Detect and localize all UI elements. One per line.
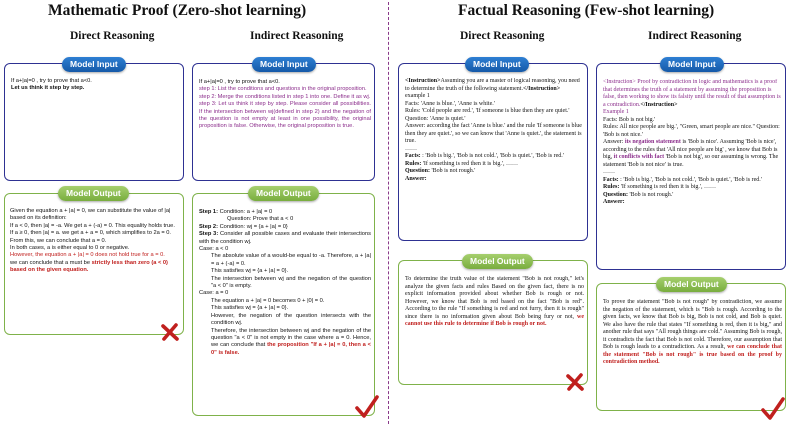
fact-direct-facts: Facts: 'Anne is blue.', 'Anne is white.': [405, 100, 495, 107]
fact-indirect-dots: ……: [603, 169, 615, 175]
math-case1-b: This satisfies wj = {a + |a| = 0}.: [211, 268, 289, 275]
fact-indirect-output-text: [603, 299, 782, 410]
fact-indirect-question2-label: Question:: [603, 191, 629, 198]
math-indirect-output-text: [199, 209, 371, 414]
math-indirect-title: Indirect Reasoning: [250, 30, 344, 42]
math-final: Therefore, the intersection between wj and the negation of the question "a < 0" is not empty in the case where a = 0. Hence, we can conclude that: [211, 327, 371, 349]
fact-indirect-answer-d: it conflicts with fact: [613, 154, 665, 160]
math-direct-output-l7: we can conclude that a must be: [10, 259, 92, 266]
math-section-title: Mathematic Proof (Zero-shot learning): [48, 2, 307, 19]
fact-indirect-output-red: we can conclude that the statement "Bob is not rough" is true based on the proof by contradiction method.: [603, 344, 782, 365]
math-case2: Case: a = 0: [199, 290, 229, 297]
fact-indirect-example: Example 1: [603, 109, 629, 115]
fact-direct-instr-text: Assuming you are a master of logical reasoning, you need to determine the truth of the following statement.: [405, 78, 580, 92]
fact-indirect-facts2-label: Facts:: [603, 176, 619, 183]
math-direct-output-label: Model Output: [58, 186, 129, 201]
math-direct-input-text: [11, 78, 179, 178]
math-direct-output-text: [10, 208, 180, 333]
fact-indirect-output-box: [596, 283, 786, 411]
wrong-cross-icon: [160, 322, 180, 342]
fact-indirect-rules2: 'If something is red then it is big.', ……: [619, 184, 716, 190]
math-direct-output-l5: In both cases, a is either equal to 0 or negative.: [10, 245, 130, 252]
fact-indirect-output-label: Model Output: [656, 277, 727, 292]
math-direct-input-box: [4, 63, 184, 181]
fact-direct-example: example 1: [405, 93, 430, 99]
fact-indirect-input-text: [603, 79, 782, 269]
fact-direct-output-text: [405, 276, 584, 384]
math-step2-head: Step 2:: [199, 223, 218, 230]
math-step1-head: Step 1:: [199, 209, 218, 215]
math-direct-input-label: Model Input: [62, 57, 126, 72]
math-case1-c: The intersection between wj and the negation of the question "a < 0" is empty.: [211, 275, 371, 290]
fact-direct-rules: Rules: 'Cold people are red.', 'If someone is blue then they are quiet.': [405, 108, 570, 114]
fact-indirect-instr-text: Proof by contradiction in logic and mathematics is a proof that determines the truth of a statement by assuming the proposition is false, then working to show its falsity until the result of that assumption is a contradiction.: [603, 79, 781, 108]
math-direct-output-l7-bold: strictly less than zero (a < 0) based on the given equation.: [10, 259, 168, 274]
fact-indirect-rules2-label: Rules:: [603, 184, 620, 190]
math-direct-input-line1: If a+|a|=0 , try to prove that a<0.: [11, 78, 92, 84]
math-step1-condition: Condition: a + |a| = 0: [219, 209, 273, 215]
fact-indirect-answer2-label: Answer:: [603, 199, 625, 205]
math-final-red: the proposition "If a + |a| = 0, then a < 0" is false.: [211, 342, 371, 356]
math-indirect-step1: step 1: List the conditions and questions in the original proposition.: [199, 86, 367, 93]
fact-indirect-output-body: To prove the statement "Bob is not rough" by contradiction, we assume the negation of the statement, which is "Bob is rough. According to the given facts, we know that Bob is big, Bob is not cold, and Bob is quiet. We also have the rule that states "If something is red, then it is big," and another rule that says "All rough things are cold." Assuming Bob is rough, it contradicts the fact that Bob is not cold. Therefore, our assumption that Bob is rough leads to a contradiction. As a result,: [603, 299, 782, 350]
math-direct-output-box: [4, 193, 184, 335]
fact-direct-output-body: To determine the truth value of the statement "Bob is not rough," let's analyze the given facts and rules Based on the given fact, there is no explicit information provided about whether Bob is rough or not. However, we know that Bob is red based on the fact "Bob is red". According to the rule "If something is red and not furry, then it is rough" since there is no information given about Bob being fury or not,: [405, 276, 584, 320]
fact-indirect-input-label: Model Input: [660, 57, 724, 72]
fact-direct-rules2: 'If something is red then it is big.', ……: [421, 160, 518, 167]
fact-indirect-input-box: [596, 63, 786, 270]
section-divider: [388, 2, 389, 424]
math-indirect-output-label: Model Output: [248, 186, 319, 201]
math-direct-title: Direct Reasoning: [70, 30, 155, 42]
correct-check-icon: [760, 396, 786, 422]
fact-direct-dots: ……: [405, 145, 417, 152]
math-indirect-input-label: Model Input: [252, 57, 316, 72]
fact-direct-question: Question: 'Anne is quiet.': [405, 115, 466, 122]
fact-direct-answer2-label: Answer:: [405, 175, 427, 182]
fact-direct-instr-close: </Instruction>: [522, 85, 561, 92]
math-direct-output-l3: If a ≥ 0, then |a| = a. we get a + a = 0, which simplifies to 2a = 0.: [10, 230, 171, 237]
math-step3-head: Step 3:: [199, 231, 219, 238]
fact-indirect-answer-a: Answer:: [603, 139, 625, 145]
math-case1-a: The absolute value of a would-be equal to -a. Therefore, a + |a| = a + (-a) = 0.: [211, 253, 371, 267]
fact-indirect-title: Indirect Reasoning: [648, 30, 742, 42]
math-indirect-input-text: [199, 79, 371, 179]
math-direct-output-l4: From this, we can conclude that a = 0.: [10, 237, 107, 244]
fact-direct-facts2-label: Facts:: [405, 153, 421, 159]
fact-indirect-rules: Rules: All nice people are big.', "Green, smart people are nice." Question: 'Bob is not nice.': [603, 124, 780, 138]
math-case2-c: However, the negation of the question intersects with the condition wj.: [211, 312, 371, 327]
math-indirect-input-line1: If a+|a|=0 , try to prove that a<0.: [199, 79, 280, 85]
fact-direct-input-text: [405, 78, 584, 240]
math-direct-output-l2: If a < 0, then |a| = -a. We get a + (-a) = 0. This equality holds true.: [10, 222, 175, 229]
fact-direct-instr-open: <Instruction>: [405, 78, 441, 84]
fact-direct-facts2: : 'Bob is big.', 'Bob is not cold.', 'Bob is quiet.', 'Bob is red.': [420, 153, 564, 159]
fact-indirect-answer-c: is 'Bob is nice'. Assuming 'Bob is nice', according to the rules that 'All nice people are big' , we know that Bob is big,: [603, 139, 778, 160]
fact-indirect-facts: Facts: Bob is not big.': [603, 116, 656, 123]
fact-indirect-question2: 'Bob is not rough.': [628, 191, 674, 198]
fact-direct-output-box: [398, 260, 588, 385]
fact-direct-title: Direct Reasoning: [460, 30, 545, 42]
correct-check-icon: [354, 394, 380, 420]
math-direct-output-l6: However, the equation a + |a| = 0 does not hold true for a = 0.: [10, 252, 165, 259]
fact-indirect-instr-open: <Instruction>: [603, 79, 636, 85]
fact-direct-input-label: Model Input: [465, 57, 529, 72]
fact-direct-input-box: [398, 63, 588, 241]
math-indirect-output-box: [192, 193, 375, 416]
math-case1: Case: a < 0: [199, 246, 229, 253]
math-direct-output-l1: Given the equation a + |a| = 0, we can substitute the value of |a| based on its definition:: [10, 208, 171, 222]
math-direct-input-line2: Let us think it step by step.: [11, 85, 85, 92]
math-step3-text: Consider all possible cases and evaluate their intersections with the condition wj.: [199, 231, 371, 245]
math-step2-condition: Condition: wj = {a + |a| = 0}: [219, 223, 288, 230]
fact-direct-question2: 'Bob is not rough.': [430, 168, 476, 174]
math-indirect-input-box: [192, 63, 375, 181]
fact-direct-output-red: we cannot use this rule to determine if Bob is rough or not.: [405, 313, 584, 327]
math-step1-question: Question: Prove that a < 0: [227, 216, 294, 223]
fact-direct-output-label: Model Output: [462, 254, 533, 269]
fact-direct-rules2-label: Rules:: [405, 160, 422, 167]
math-indirect-step3: step 3: Let us think it step by step. Please consider all possibilities. If the intersection between wj(defined in step 2) and the negation of the question is not empty at least in one possibility, the original proposition is false. Otherwise, the original proposition is true.: [199, 101, 371, 130]
fact-direct-question2-label: Question:: [405, 168, 431, 174]
fact-direct-answer: Answer: according the fact 'Anne is blue.' and the rule 'If someone is blue then they are quiet.', so we can know that 'Anne is quiet.', the statement is true.: [405, 123, 582, 144]
fact-indirect-facts2: : 'Bob is big.', 'Bob is not cold.', 'Bob is quiet.', 'Bob is red.': [618, 176, 762, 183]
fact-indirect-instr-close: </Instruction>: [640, 101, 678, 108]
math-case2-a: The equation a + |a| = 0 becomes 0 + |0| = 0.: [211, 297, 325, 304]
fact-section-title: Factual Reasoning (Few-shot learning): [458, 2, 715, 19]
fact-indirect-answer-b: its negation statement: [624, 139, 681, 145]
math-case2-b: This satisfies wj = {a + |a| = 0}.: [211, 305, 289, 312]
fact-indirect-answer-e: 'Bob is not big', so our assuming is wrong. The statement 'Bob is not nice' is true.: [603, 154, 779, 168]
math-indirect-step2: step 2: Merge the conditions listed in step 1 into one. Define it as wj.: [199, 93, 371, 100]
wrong-cross-icon: [565, 372, 585, 392]
